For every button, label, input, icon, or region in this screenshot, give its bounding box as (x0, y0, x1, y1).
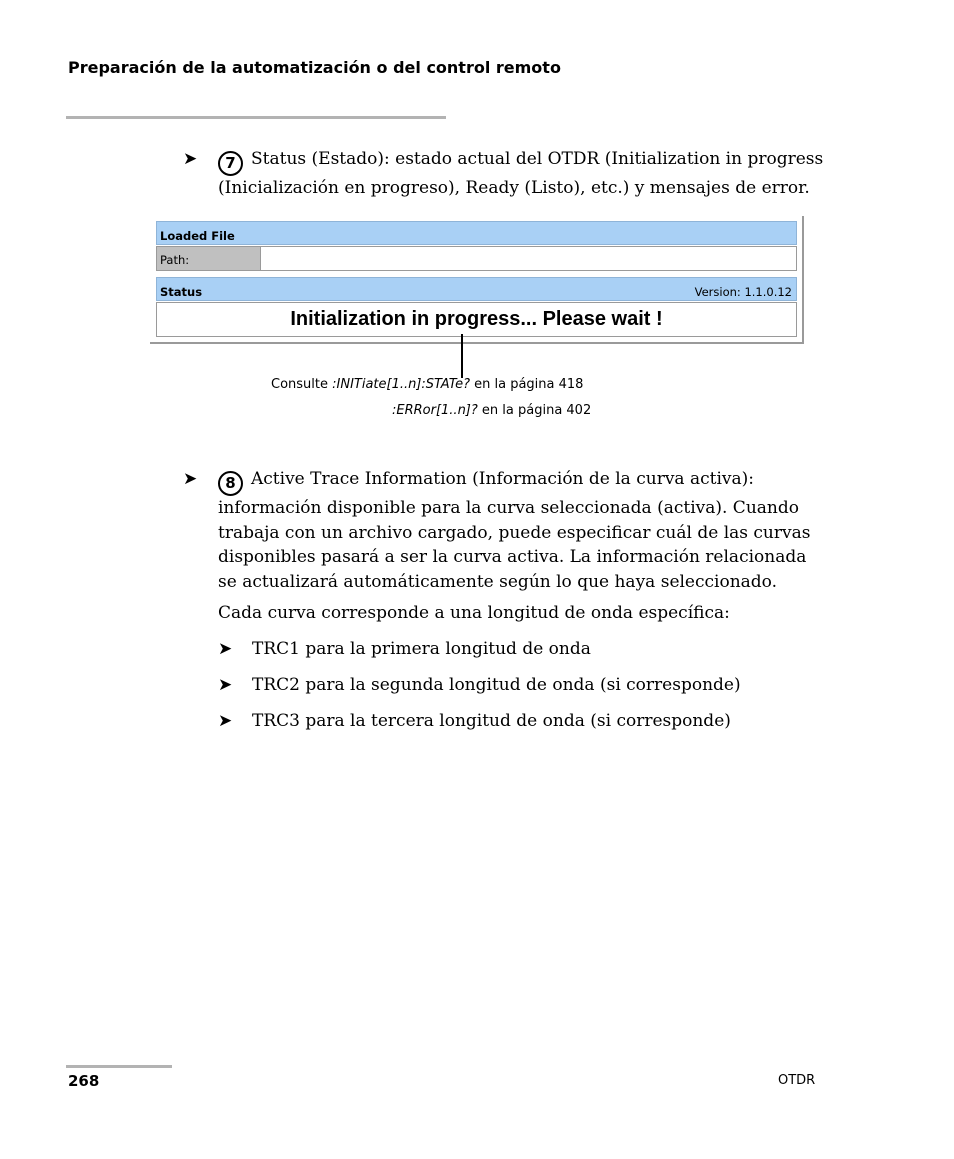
bullet-arrow: ➤ (183, 149, 198, 169)
bullet-arrow: ➤ (183, 469, 198, 489)
reference-error: :ERRor[1..n]? en la página 402 (392, 403, 592, 418)
item-7-line-2: (Inicialización en progreso), Ready (Listo), etc.) y mensajes de error. (218, 178, 810, 198)
item-8-line: información disponible para la curva seleccionada (activa). Cuando (218, 498, 799, 518)
item-8-line: trabaja con un archivo cargado, puede especificar cuál de las curvas (218, 522, 811, 543)
subitem-trc2: TRC2 para la segunda longitud de onda (si corresponde) (252, 675, 741, 695)
curve-intro: Cada curva corresponde a una longitud de onda específica: (218, 603, 730, 623)
item-7-text (218, 147, 824, 201)
bullet-arrow: ➤ (218, 711, 233, 731)
reference-initiate: Consulte :INITiate[1..n]:STATe? en la página 418 (271, 377, 584, 392)
page-number: 268 (68, 1072, 100, 1090)
status-label: Status (160, 285, 203, 299)
loaded-file-bar (156, 221, 797, 245)
running-header: Preparación de la automatización o del control remoto (68, 58, 561, 77)
subitem-trc3: TRC3 para la tercera longitud de onda (si corresponde) (252, 711, 731, 731)
callout-number-8: 8 (218, 471, 243, 496)
item-8-line: se actualizará automáticamente según lo que haya seleccionado. (218, 571, 778, 592)
header-rule (66, 116, 446, 119)
bullet-arrow: ➤ (218, 675, 233, 695)
callout-line (461, 334, 463, 378)
footer-product: OTDR (778, 1073, 816, 1088)
status-message: Initialization in progress... Please wait ! (156, 302, 797, 337)
subitem-trc1: TRC1 para la primera longitud de onda (252, 639, 591, 659)
item-8-text (218, 467, 818, 594)
item-8-line: disponibles pasará a ser la curva activa. La información relacionada (218, 547, 807, 567)
item-7-line-1: Status (Estado): estado actual del OTDR (Initialization in progress (251, 149, 824, 169)
version-label: Version: 1.1.0.12 (694, 285, 792, 299)
path-row (156, 246, 797, 271)
loaded-file-label: Loaded File (160, 229, 235, 243)
status-panel-screenshot (150, 216, 804, 344)
callout-number-7: 7 (218, 151, 243, 176)
path-label: Path: (157, 247, 261, 270)
item-8-line: Active Trace Information (Información de la curva activa): (251, 469, 754, 489)
footer-rule (66, 1065, 172, 1068)
status-bar (156, 277, 797, 301)
bullet-arrow: ➤ (218, 639, 233, 659)
